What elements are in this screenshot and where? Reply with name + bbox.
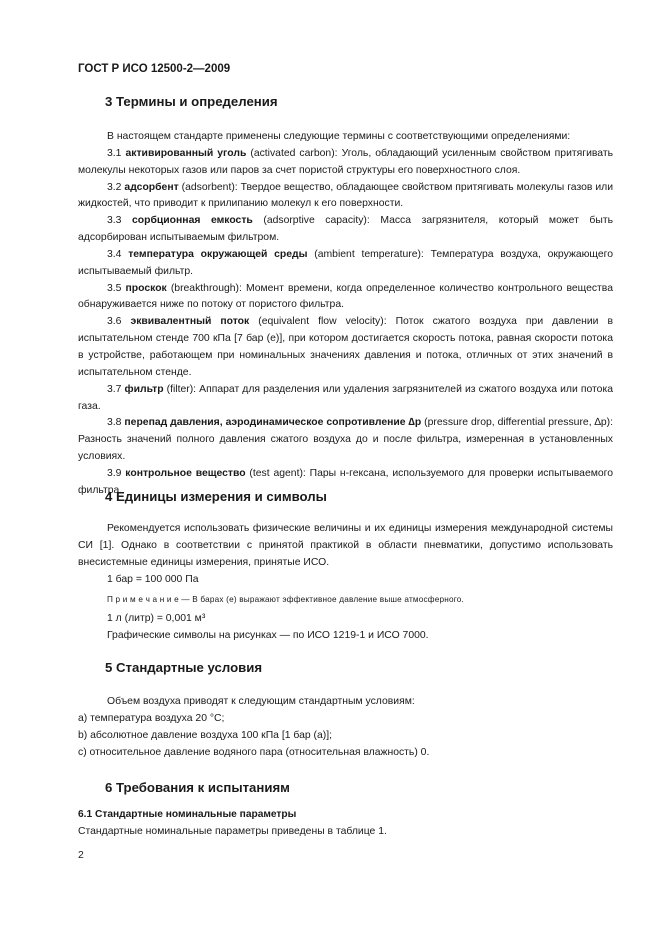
section-3-body (78, 129, 613, 500)
definition-3-6: 3.6 эквивалентный поток (equivalent flow velocity): Поток сжатого воздуха при давлении в испытательном стенде 700 кПа [7 бар (е)], при котором достигается скорость потока, равная скорости потока в устройстве, работающем при номинальных значениях давления и потока, отличных от этих значений в испытательном стенде. (78, 316, 613, 378)
litre-definition: 1 л (литр) = 0,001 м³ (107, 613, 206, 625)
definition-3-9: 3.9 контрольное вещество (test agent): Пары н-гексана, используемого для проверки испытываемого фильтра. (78, 467, 614, 496)
graphic-symbols-line: Графические символы на рисунках — по ИСО 1219-1 и ИСО 7000. (107, 630, 429, 642)
section-5-body (78, 694, 613, 761)
section-4-body (78, 521, 613, 645)
section-4-heading: 4 Единицы измерения и символы (105, 489, 327, 504)
definition-3-1: 3.1 активированный уголь (activated carbon): Уголь, обладающий усиленным свойством притягивать молекулы некоторых газов или паров за счет пористой структуры его поверхностного слоя. (78, 147, 613, 176)
bar-definition: 1 бар = 100 000 Па (107, 573, 199, 585)
definition-3-4: 3.4 температура окружающей среды (ambient temperature): Температура воздуха, окружающего испытываемый фильтр. (78, 248, 613, 277)
subsection-6-1-heading: 6.1 Стандартные номинальные параметры (78, 809, 297, 820)
section-3-heading: 3 Термины и определения (105, 94, 278, 109)
condition-item-b: b) абсолютное давление воздуха 100 кПа [1 бар (а)]; (78, 729, 333, 741)
definition-3-7: 3.7 фильтр (filter): Аппарат для разделения или удаления загрязнителей из сжатого воздуха или потока газа. (78, 383, 613, 412)
definition-3-5: 3.5 проскок (breakthrough): Момент времени, когда определенное количество контрольного вещества обнаруживается ниже по потоку от пористого фильтра. (78, 282, 613, 311)
section-6-body (78, 807, 613, 841)
condition-item-c: с) относительное давление водяного пара (относительная влажность) 0. (78, 746, 430, 758)
section-5-heading: 5 Стандартные условия (105, 660, 263, 675)
section-6-heading: 6 Требования к испытаниям (105, 780, 290, 795)
page-number: 2 (78, 850, 84, 861)
subsection-6-1-paragraph: Стандартные номинальные параметры приведены в таблице 1. (78, 825, 387, 837)
section-4-paragraph: Рекомендуется использовать физические величины и их единицы измерения международной системы СИ [1]. Однако в соответствии с принятой практикой в области пневматики, допустимо использовать внесистемные единицы измерения, принятые ИСО. (78, 523, 613, 568)
definition-3-8: 3.8 перепад давления, аэродинамическое сопротивление ∆p (pressure drop, differential pressure, ∆p): Разность значений полного давления сжатого воздуха до и после фильтра, измеренная в установленных условиях. (78, 417, 613, 463)
section-5-intro: Объем воздуха приводят к следующим стандартным условиям: (107, 696, 415, 707)
definition-3-3: 3.3 сорбционная емкость (adsorptive capacity): Масса загрязнителя, который может быть адсорбирован испытываемым фильтром. (78, 215, 614, 244)
document-header: ГОСТ Р ИСО 12500-2—2009 (78, 63, 231, 75)
definition-3-2: 3.2 адсорбент (adsorbent): Твердое вещество, обладающее свойством притягивать молекулы газов или жидкостей, что приводит к прилипанию молекул к его поверхности. (78, 181, 614, 210)
section-3-intro: В настоящем стандарте применены следующие термины с соответствующими определениями: (107, 131, 571, 142)
note: П р и м е ч а н и е — В барах (е) выражают эффективное давление выше атмосферного. (107, 595, 464, 605)
condition-item-a: а) температура воздуха 20 °С; (78, 712, 225, 724)
